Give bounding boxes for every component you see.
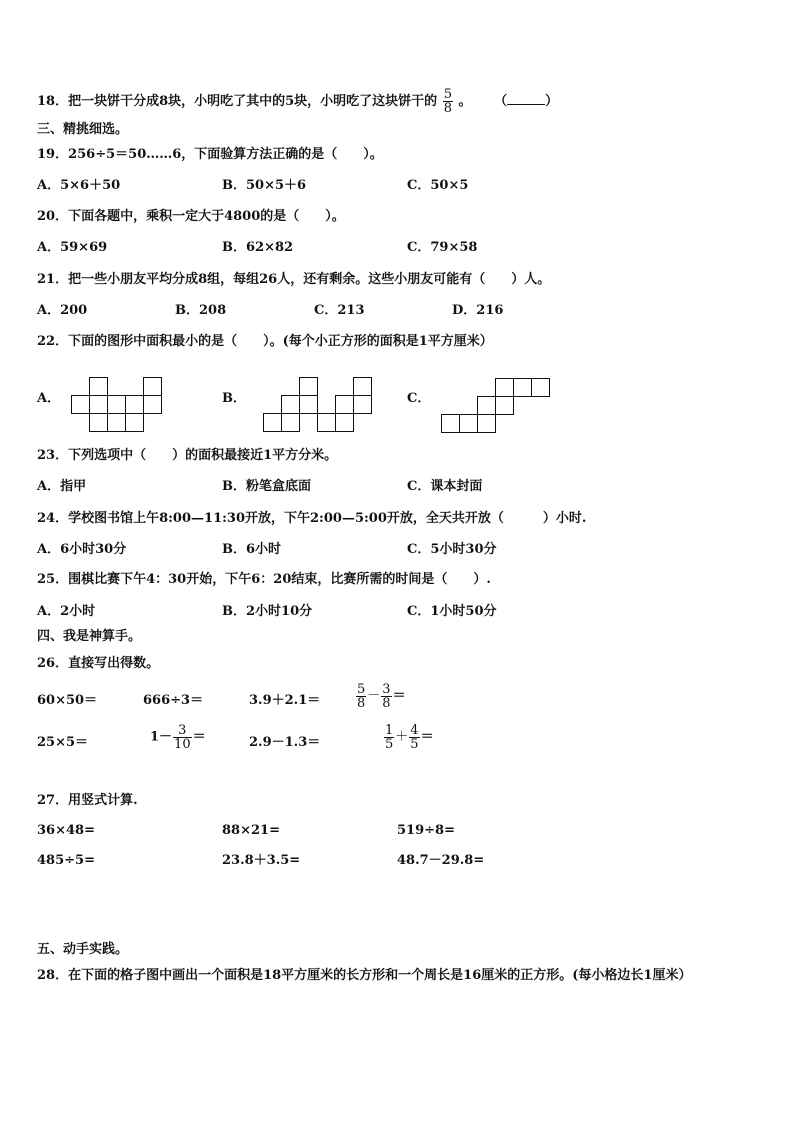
q24-option-c[interactable]: C．5小时30分 (407, 542, 497, 557)
q26-expr-1: 60×50＝ (37, 693, 98, 708)
q27-expr-2: 88×21= (222, 823, 280, 838)
q22-option-b[interactable]: B． (222, 391, 246, 406)
q19-option-a[interactable]: A．5×6＋50 (37, 178, 121, 193)
q26-expr-8: $\frac{1}{5}$ ＋ $\frac{4}{5}$ ＝ (385, 723, 434, 752)
q27-expr-6: 48.7－29.8= (397, 853, 485, 868)
q18-tail: 。 (458, 94, 472, 109)
q18-fraction: $\frac{5}{8}$ (443, 87, 452, 116)
question-21-stem: 21．把一些小朋友平均分成8组，每组26人，还有剩余。这些小朋友可能有（ ）人。 (37, 272, 551, 287)
q21-option-c[interactable]: C．213 (314, 303, 365, 318)
q23-option-c[interactable]: C．课本封面 (407, 479, 483, 494)
q27-expr-1: 36×48= (37, 823, 95, 838)
q26-e8-frac-1: $\frac{1}{5}$ (385, 723, 394, 752)
q25-option-c[interactable]: C．1小时50分 (407, 604, 497, 619)
q22-option-a[interactable]: A． (37, 391, 61, 406)
q21-option-b[interactable]: B．208 (175, 303, 227, 318)
q19-option-c[interactable]: C．50×5 (407, 178, 469, 193)
q22-figure-b (263, 377, 373, 433)
q26-expr-4: $\frac{5}{8}$ － $\frac{3}{8}$ ＝ (357, 682, 406, 711)
q22-figure-a (71, 377, 163, 433)
q26-expr-3: 3.9＋2.1＝ (249, 693, 321, 708)
q24-option-b[interactable]: B．6小时 (222, 542, 282, 557)
q22-figure-c (441, 378, 551, 434)
q27-expr-4: 485÷5= (37, 853, 95, 868)
question-24-stem: 24．学校图书馆上午8:00—11:30开放，下午2:00—5:00开放，全天共开放（ ）小时. (37, 511, 587, 526)
q23-option-b[interactable]: B．粉笔盒底面 (222, 479, 311, 494)
question-20-stem: 20．下面各题中，乘积一定大于4800的是（ ）。 (37, 209, 345, 224)
section-5-heading: 五、动手实践。 (37, 942, 129, 957)
q26-e6-frac: $\frac{3}{10}$ (174, 723, 191, 752)
q26-expr-7: 2.9－1.3＝ (249, 735, 321, 750)
section-3-heading: 三、精挑细选。 (37, 122, 129, 137)
q26-e4-frac-1: $\frac{5}{8}$ (357, 682, 366, 711)
q26-expr-6: 1－ $\frac{3}{10}$ ＝ (150, 723, 206, 752)
question-18 (37, 88, 558, 115)
q25-option-b[interactable]: B．2小时10分 (222, 604, 313, 619)
q18-paren-open: （ (494, 94, 508, 109)
q21-option-d[interactable]: D．216 (452, 303, 504, 318)
q26-e8-frac-2: $\frac{4}{5}$ (410, 723, 419, 752)
q27-expr-5: 23.8＋3.5= (222, 853, 301, 868)
q27-expr-3: 519÷8= (397, 823, 455, 838)
question-28-stem: 28．在下面的格子图中画出一个面积是18平方厘米的长方形和一个周长是16厘米的正方形。(每小格边长1厘米） (37, 968, 692, 983)
q26-e4-frac-2: $\frac{3}{8}$ (382, 682, 391, 711)
q18-paren-close: ） (545, 94, 559, 109)
question-26-stem: 26．直接写出得数。 (37, 656, 160, 671)
q20-option-b[interactable]: B．62×82 (222, 240, 294, 255)
q24-option-a[interactable]: A．6小时30分 (37, 542, 127, 557)
q23-option-a[interactable]: A．指甲 (37, 479, 87, 494)
q25-option-a[interactable]: A．2小时 (37, 604, 96, 619)
question-25-stem: 25．围棋比赛下午4：30开始，下午6：20结束，比赛所需的时间是（ ）. (37, 572, 491, 587)
question-19-stem: 19．256÷5＝50……6，下面验算方法正确的是（ ）。 (37, 147, 383, 162)
q19-option-b[interactable]: B．50×5＋6 (222, 178, 307, 193)
q26-expr-5: 25×5＝ (37, 735, 89, 750)
q18-text: 18．把一块饼干分成8块，小明吃了其中的5块，小明吃了这块饼干的 (37, 94, 438, 109)
q18-answer-blank[interactable] (507, 92, 545, 105)
question-22-stem: 22．下面的图形中面积最小的是（ ）。(每个小正方形的面积是1平方厘米） (37, 334, 493, 349)
question-23-stem: 23．下列选项中（ ）的面积最接近1平方分米。 (37, 448, 338, 463)
q20-option-c[interactable]: C．79×58 (407, 240, 478, 255)
question-27-stem: 27．用竖式计算. (37, 793, 138, 808)
q20-option-a[interactable]: A．59×69 (37, 240, 108, 255)
section-4-heading: 四、我是神算手。 (37, 629, 142, 644)
q21-option-a[interactable]: A．200 (37, 303, 88, 318)
q26-expr-2: 666÷3＝ (143, 693, 204, 708)
q22-option-c[interactable]: C． (407, 391, 431, 406)
